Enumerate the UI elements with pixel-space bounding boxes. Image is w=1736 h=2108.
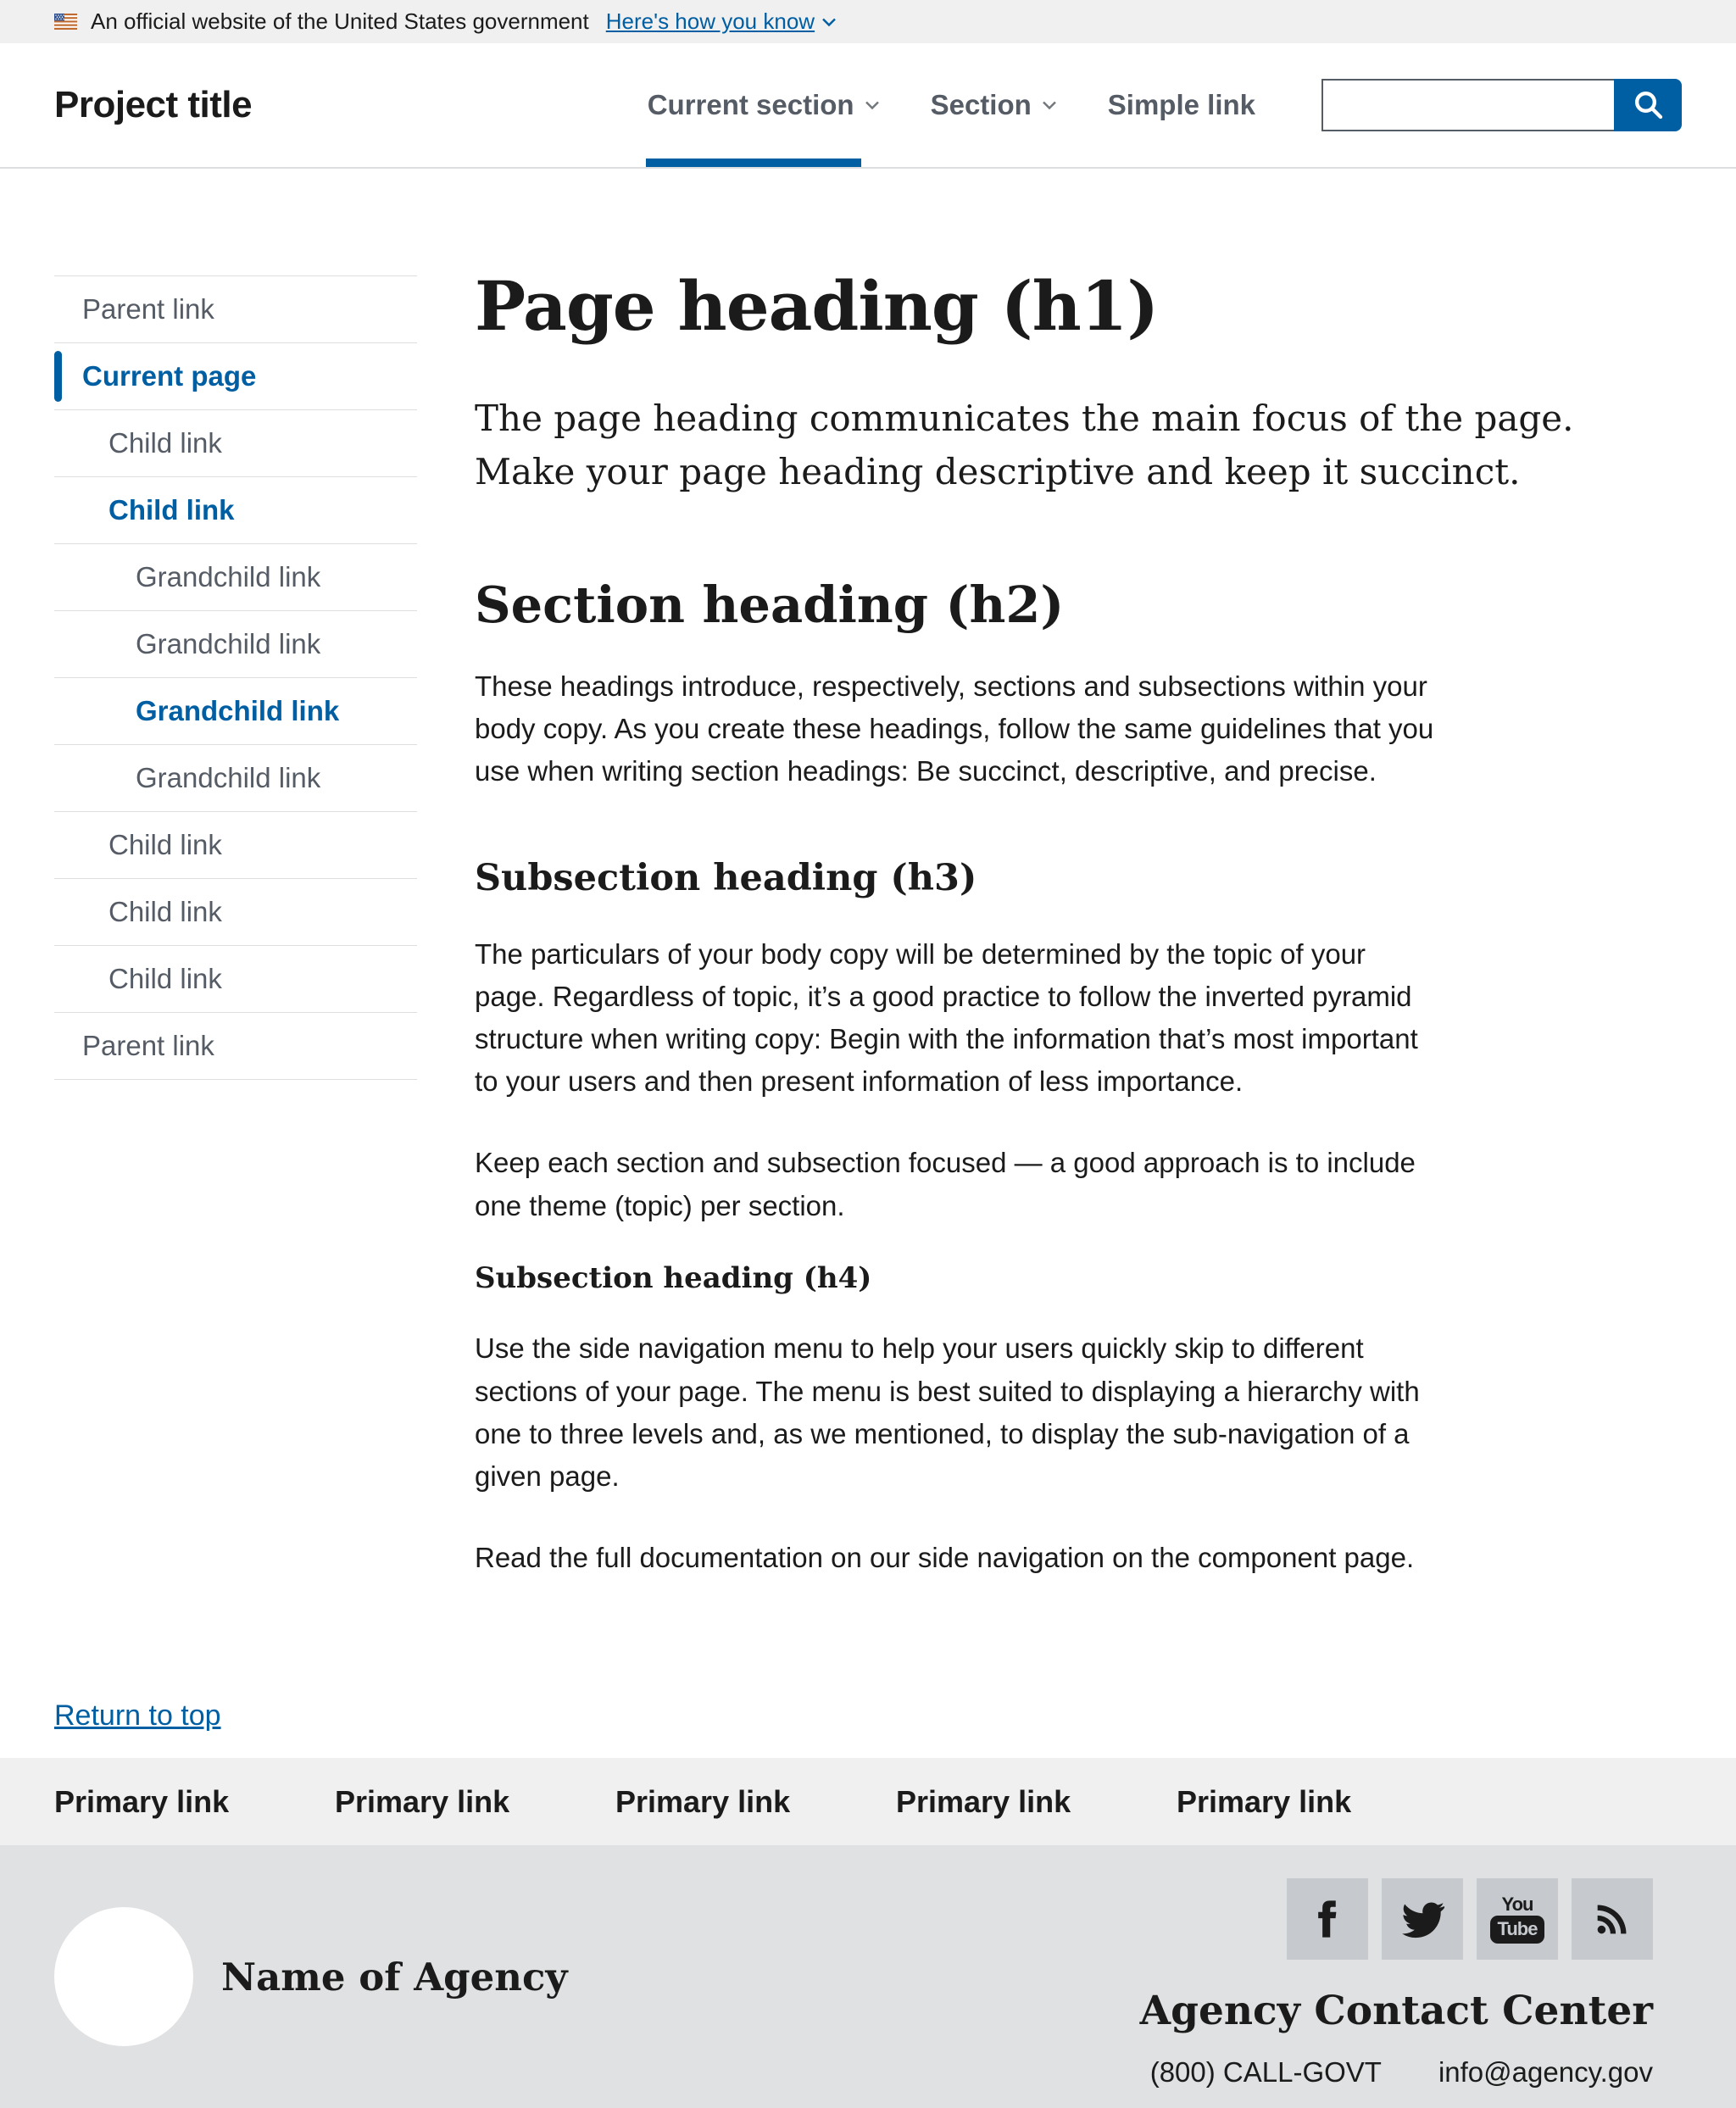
footer-primary-link[interactable]: Primary link: [615, 1783, 791, 1819]
sidenav-item: [54, 610, 417, 677]
sidenav-link[interactable]: Grandchild link: [136, 695, 340, 726]
footer-primary-link[interactable]: Primary link: [896, 1783, 1071, 1819]
contact-center-heading: Agency Contact Center: [1139, 1988, 1653, 2035]
chevron-down-icon: [1042, 100, 1057, 110]
side-navigation: [54, 275, 417, 1080]
sidenav-item-current: [54, 342, 417, 409]
return-to-top-section: [0, 1699, 1736, 1733]
agency-logo: [54, 1907, 193, 2046]
youtube-icon: You Tube: [1490, 1895, 1545, 1944]
sidenav-item: [54, 878, 417, 945]
site-title: Project title: [54, 84, 253, 125]
sidenav-item: [54, 945, 417, 1012]
footer-primary-link[interactable]: Primary link: [1177, 1783, 1352, 1819]
body-paragraph: These headings introduce, respectively, sections and subsections within your body copy. As you create these headings, follow the same guidelines that you use when writing section headings: Be succinct, descriptive, and precise.: [475, 670, 1434, 787]
footer-contact-block: [1140, 1845, 1653, 2108]
sidenav-item-active: [54, 476, 417, 543]
subsection-heading-h3: Subsection heading (h3): [475, 857, 977, 900]
body-paragraph: The particulars of your body copy will be determined by the topic of your page. Regardless of topic, it’s a good practice to follow the inverted pyramid structure when writing copy: Begin with the information that’s most important to your users and then present information of less importance.: [475, 937, 1418, 1098]
sidenav-item-active: [54, 677, 417, 744]
sidenav-link[interactable]: Child link: [108, 494, 235, 526]
sidenav-link-current[interactable]: Current page: [54, 343, 417, 409]
subsection-heading-h4: Subsection heading (h4): [475, 1260, 872, 1295]
sidenav-link[interactable]: Parent link: [82, 1030, 214, 1061]
body-paragraph: Use the side navigation menu to help your users quickly skip to different sections of your page. The menu is best suited to displaying a hierarchy with one to three levels and, as we mentioned, to display the sub-navigation of a given page.: [475, 1332, 1420, 1492]
footer-primary-link[interactable]: Primary link: [54, 1783, 230, 1819]
banner-text: An official website of the United States government: [91, 8, 589, 34]
page-heading-h1: Page heading (h1): [475, 266, 1159, 346]
sidenav-link[interactable]: Grandchild link: [136, 762, 321, 793]
search-button[interactable]: [1614, 79, 1682, 131]
nav-item-current-section[interactable]: [622, 43, 905, 167]
nav-item-section[interactable]: [905, 43, 1082, 167]
gov-banner: [0, 0, 1736, 43]
rss-icon: [1590, 1897, 1634, 1941]
us-flag-icon: [54, 14, 77, 30]
footer-primary-nav: [0, 1758, 1736, 1845]
agency-identity: [54, 1845, 568, 2108]
contact-phone-link[interactable]: (800) CALL-GOVT: [1149, 2056, 1382, 2089]
facebook-icon: [1305, 1897, 1349, 1941]
search-input[interactable]: [1321, 79, 1614, 131]
youtube-button[interactable]: [1477, 1878, 1558, 1960]
intro-paragraph: The page heading communicates the main focus of the page. Make your page heading descriptive and keep it succinct.: [475, 397, 1574, 492]
sidenav-item: [54, 543, 417, 610]
footer: [0, 1845, 1736, 2108]
twitter-button[interactable]: [1382, 1878, 1463, 1960]
search-form: [1321, 79, 1682, 131]
nav-item-label: Simple link: [1107, 89, 1255, 120]
nav-item-label: Current section: [647, 89, 854, 120]
sidenav-item: [54, 744, 417, 811]
return-to-top-link[interactable]: Return to top: [54, 1699, 221, 1733]
agency-name: Name of Agency: [221, 1954, 568, 2000]
nav-item-label: Section: [930, 89, 1032, 120]
sidenav-link[interactable]: Grandchild link: [136, 561, 321, 592]
sidenav-item: [54, 409, 417, 476]
page-body: [0, 169, 1736, 1579]
banner-link-label: Here's how you know: [605, 8, 815, 34]
sidenav-item: [54, 275, 417, 342]
chevron-down-icon: [821, 17, 837, 27]
footer-primary-link[interactable]: Primary link: [335, 1783, 510, 1819]
banner-how-you-know-link[interactable]: [606, 8, 837, 35]
sidenav-link[interactable]: Child link: [108, 896, 222, 927]
primary-nav: [622, 43, 1281, 167]
body-paragraph: Read the full documentation on our side navigation on the component page.: [475, 1542, 1415, 1574]
sidenav-item: [54, 1012, 417, 1080]
social-links: [1287, 1878, 1653, 1960]
body-paragraph: Keep each section and subsection focused — a good approach is to include one theme (topic) per section.: [475, 1147, 1416, 1221]
facebook-button[interactable]: [1287, 1878, 1368, 1960]
sidenav-link[interactable]: Parent link: [82, 293, 214, 325]
sidenav-link[interactable]: Child link: [108, 427, 222, 459]
main-content: [475, 266, 1682, 1579]
twitter-icon: [1400, 1897, 1444, 1941]
section-heading-h2: Section heading (h2): [475, 575, 1065, 634]
contact-email-link[interactable]: info@agency.gov: [1438, 2056, 1653, 2089]
sidenav-link[interactable]: Grandchild link: [136, 628, 321, 659]
site-header: [0, 43, 1736, 169]
rss-button[interactable]: [1572, 1878, 1653, 1960]
sidenav-link[interactable]: Child link: [108, 963, 222, 994]
sidenav-item: [54, 811, 417, 878]
contact-row: [1150, 2056, 1653, 2089]
nav-item-simple-link[interactable]: [1082, 43, 1281, 167]
sidenav-link[interactable]: Child link: [108, 829, 222, 860]
chevron-down-icon: [865, 100, 880, 110]
search-icon: [1631, 87, 1665, 124]
